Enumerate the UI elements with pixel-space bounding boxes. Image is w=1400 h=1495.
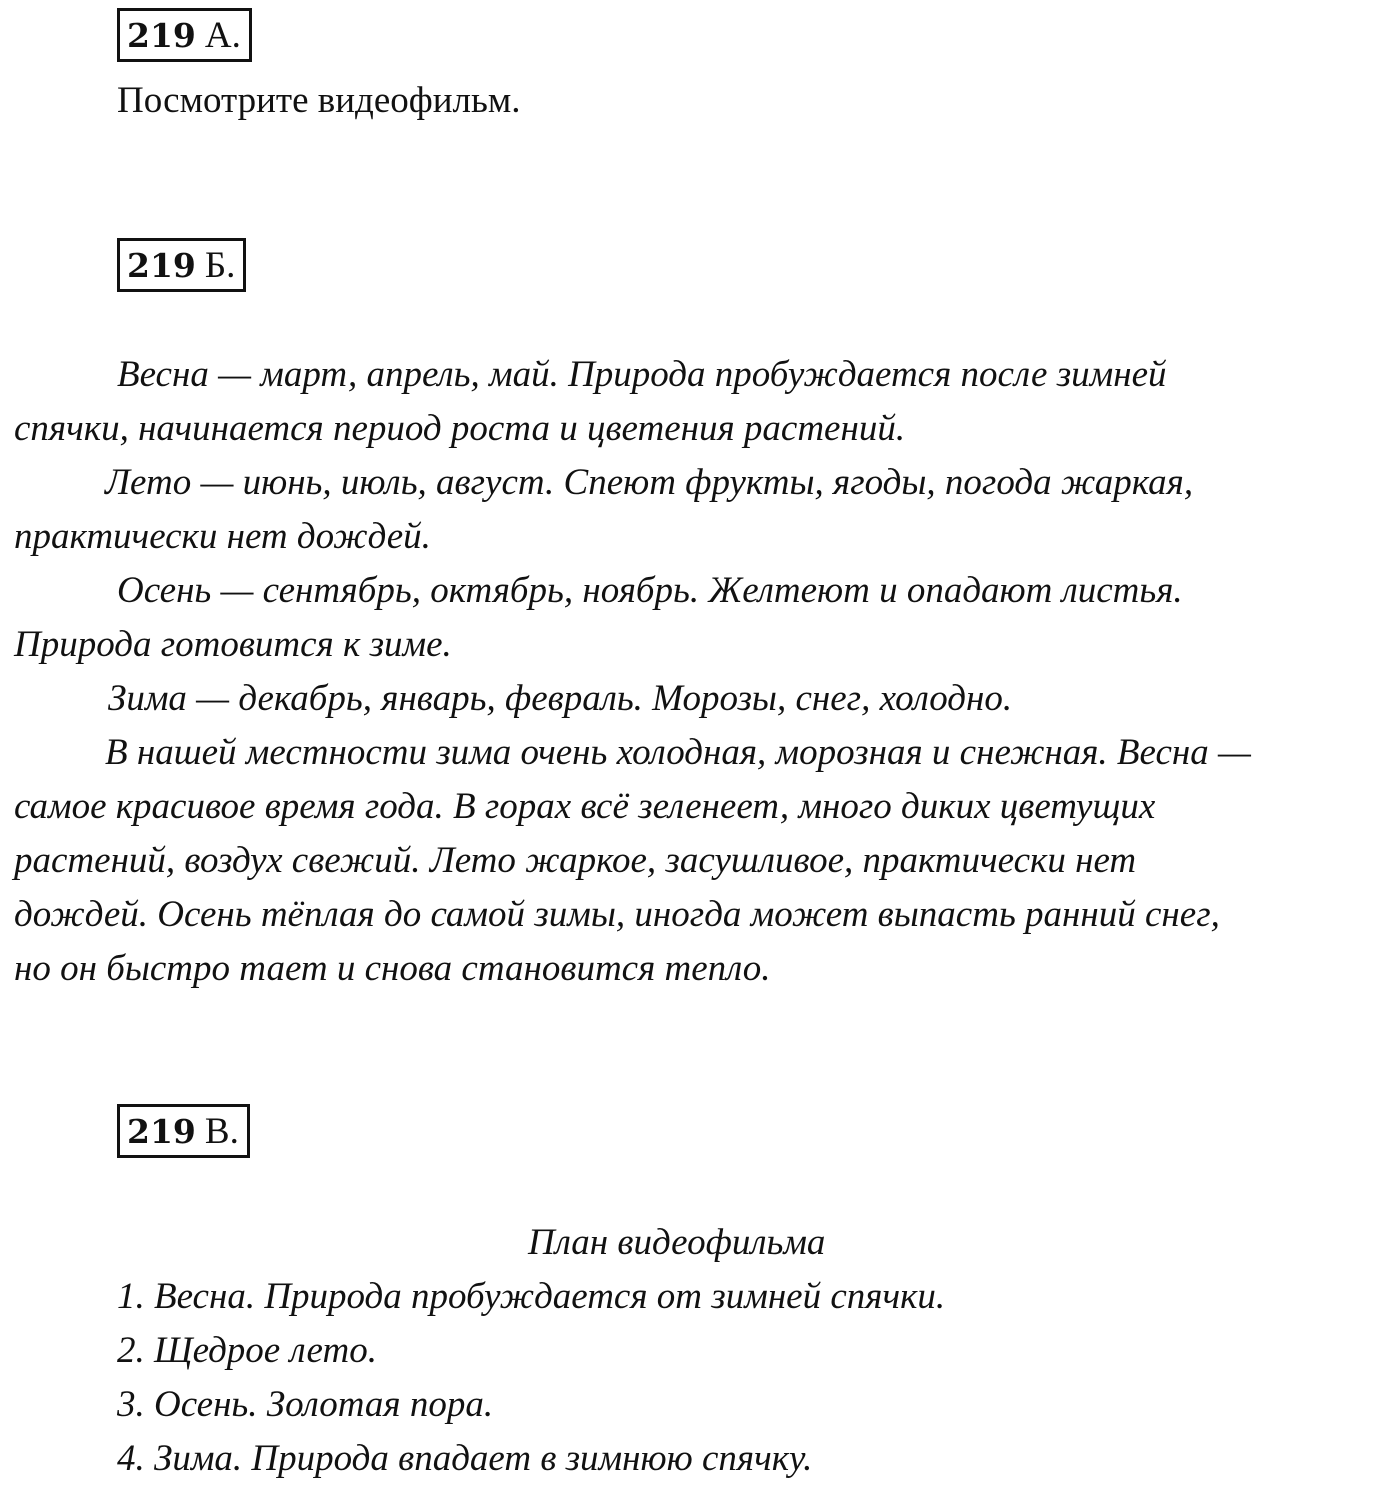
essay-line: дождей. Осень тёплая до самой зимы, иногда может выпасть ранний снег, [14,894,1220,935]
essay-line: растений, воздух свежий. Лето жаркое, засушливое, практически нет [14,840,1137,881]
plan-item: 4. Зима. Природа впадает в зимнюю спячку. [117,1438,813,1479]
exercise-number: 219 [127,1111,196,1151]
plan-item: 1. Весна. Природа пробуждается от зимней спячки. [117,1276,946,1317]
essay-line: спячки, начинается период роста и цветения растений. [14,408,906,449]
essay-line: практически нет дождей. [14,516,431,557]
plan-item: 3. Осень. Золотая пора. [117,1384,494,1425]
essay-line: В нашей местности зима очень холодная, морозная и снежная. Весна — [105,732,1251,773]
essay-line: Весна — март, апрель, май. Природа пробуждается после зимней [117,354,1167,395]
essay-line: Осень — сентябрь, октябрь, ноябрь. Желтеют и опадают листья. [117,570,1183,611]
essay-line: Природа готовится к зиме. [14,624,452,665]
exercise-label-219a [117,8,252,62]
instruction-text: Посмотрите видеофильм. [117,80,521,121]
exercise-number: 219 [127,245,196,285]
plan-item: 2. Щедрое лето. [117,1330,377,1371]
essay-line: но он быстро тает и снова становится тепло. [14,948,771,989]
essay-line: самое красивое время года. В горах всё зеленеет, много диких цветущих [14,786,1156,827]
exercise-letter: А. [204,14,241,56]
exercise-label-219b [117,238,246,292]
essay-line: Зима — декабрь, январь, февраль. Морозы, снег, холодно. [108,678,1013,719]
exercise-number: 219 [127,15,196,55]
plan-title: План видеофильма [528,1222,826,1263]
exercise-letter: В. [204,1110,239,1152]
exercise-number-box [117,8,252,62]
exercise-label-219c [117,1104,250,1158]
essay-line: Лето — июнь, июль, август. Спеют фрукты, ягоды, погода жаркая, [105,462,1194,503]
exercise-number-box [117,1104,250,1158]
exercise-letter: Б. [204,244,236,286]
exercise-number-box [117,238,246,292]
